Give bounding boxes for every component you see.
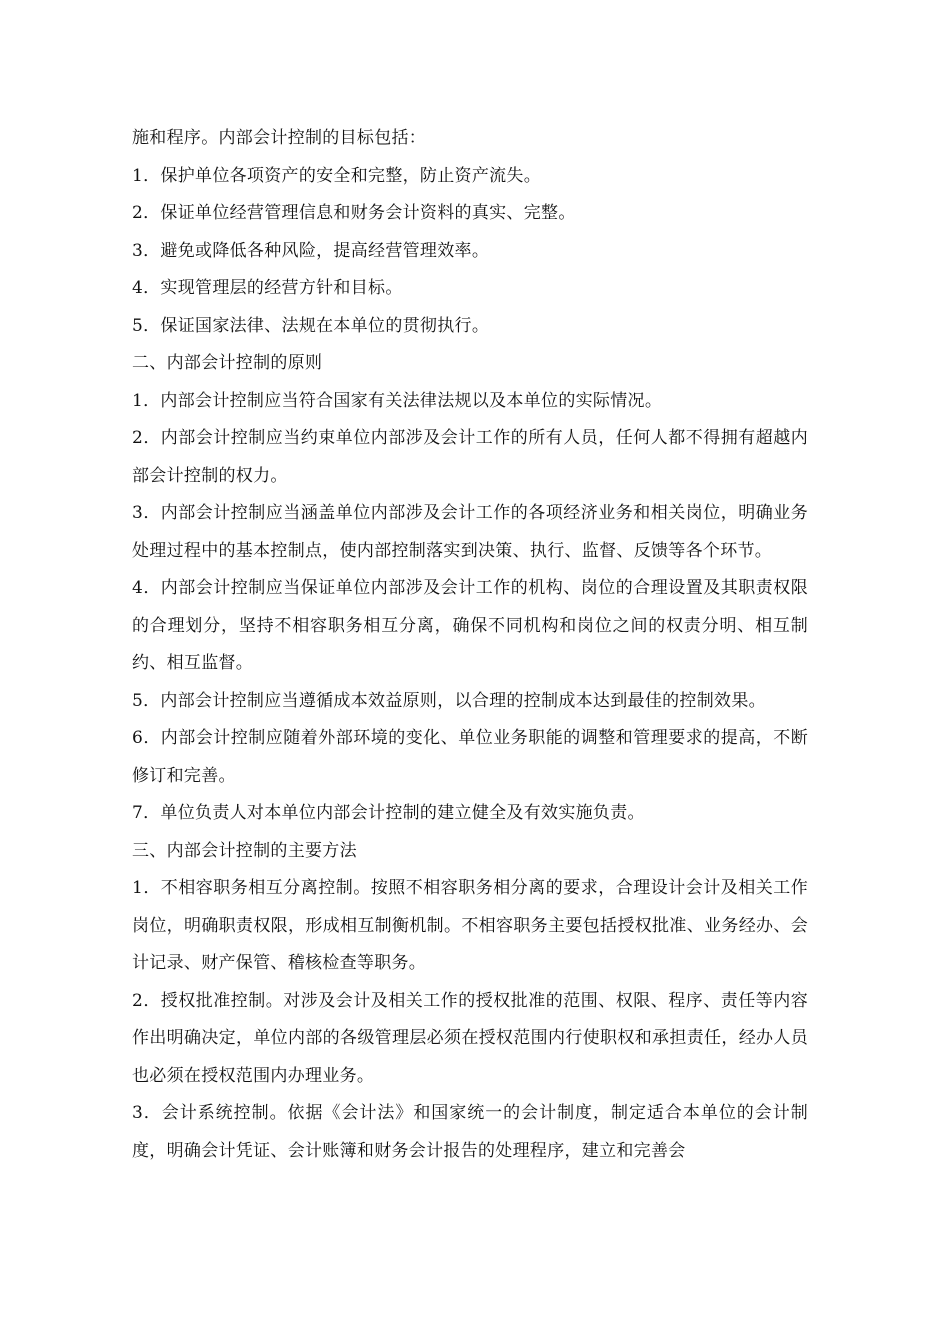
- list-item: 1．内部会计控制应当符合国家有关法律法规以及本单位的实际情况。: [132, 390, 663, 411]
- paragraph: 施和程序。内部会计控制的目标包括：: [132, 128, 427, 148]
- list-item: 2．内部会计控制应当约束单位内部涉及会计工作的所有人员，任何人都不得拥有超越内部会计控制的权力。: [132, 428, 808, 486]
- list-item: 2．授权批准控制。对涉及会计及相关工作的授权批准的范围、权限、程序、责任等内容作出明确决定，单位内部的各级管理层必须在授权范围内行使职权和承担责任，经办人员也必须在授权范围内办理业务。: [132, 990, 808, 1086]
- list-item: 7．单位负责人对本单位内部会计控制的建立健全及有效实施负责。: [132, 803, 645, 823]
- list-item: 5．保证国家法律、法规在本单位的贯彻执行。: [132, 315, 490, 336]
- list-item: 3．会计系统控制。依据《会计法》和国家统一的会计制度，制定适合本单位的会计制度，明确会计凭证、会计账簿和财务会计报告的处理程序，建立和完善会: [132, 1103, 808, 1161]
- list-item: 6．内部会计控制应随着外部环境的变化、单位业务职能的调整和管理要求的提高，不断修订和完善。: [132, 728, 808, 786]
- list-item: 3．避免或降低各种风险，提高经营管理效率。: [132, 240, 490, 261]
- section-heading: 三、内部会计控制的主要方法: [132, 840, 357, 861]
- section-heading: 二、内部会计控制的原则: [132, 353, 323, 373]
- list-item: 1．保护单位各项资产的安全和完整，防止资产流失。: [132, 165, 542, 186]
- list-item: 2．保证单位经营管理信息和财务会计资料的真实、完整。: [132, 203, 576, 223]
- list-item: 3．内部会计控制应当涵盖单位内部涉及会计工作的各项经济业务和相关岗位，明确业务处理过程中的基本控制点，使内部控制落实到决策、执行、监督、反馈等各个环节。: [132, 503, 808, 561]
- document-body: [132, 120, 808, 1170]
- list-item: 1．不相容职务相互分离控制。按照不相容职务相分离的要求，合理设计会计及相关工作岗位，明确职责权限，形成相互制衡机制。不相容职务主要包括授权批准、业务经办、会计记录、财产保管、稽核检查等职务。: [132, 878, 808, 973]
- list-item: 4．内部会计控制应当保证单位内部涉及会计工作的机构、岗位的合理设置及其职责权限的合理划分，坚持不相容职务相互分离，确保不同机构和岗位之间的权责分明、相互制约、相互监督。: [132, 578, 808, 673]
- list-item: 4．实现管理层的经营方针和目标。: [132, 278, 403, 298]
- list-item: 5．内部会计控制应当遵循成本效益原则，以合理的控制成本达到最佳的控制效果。: [132, 690, 766, 711]
